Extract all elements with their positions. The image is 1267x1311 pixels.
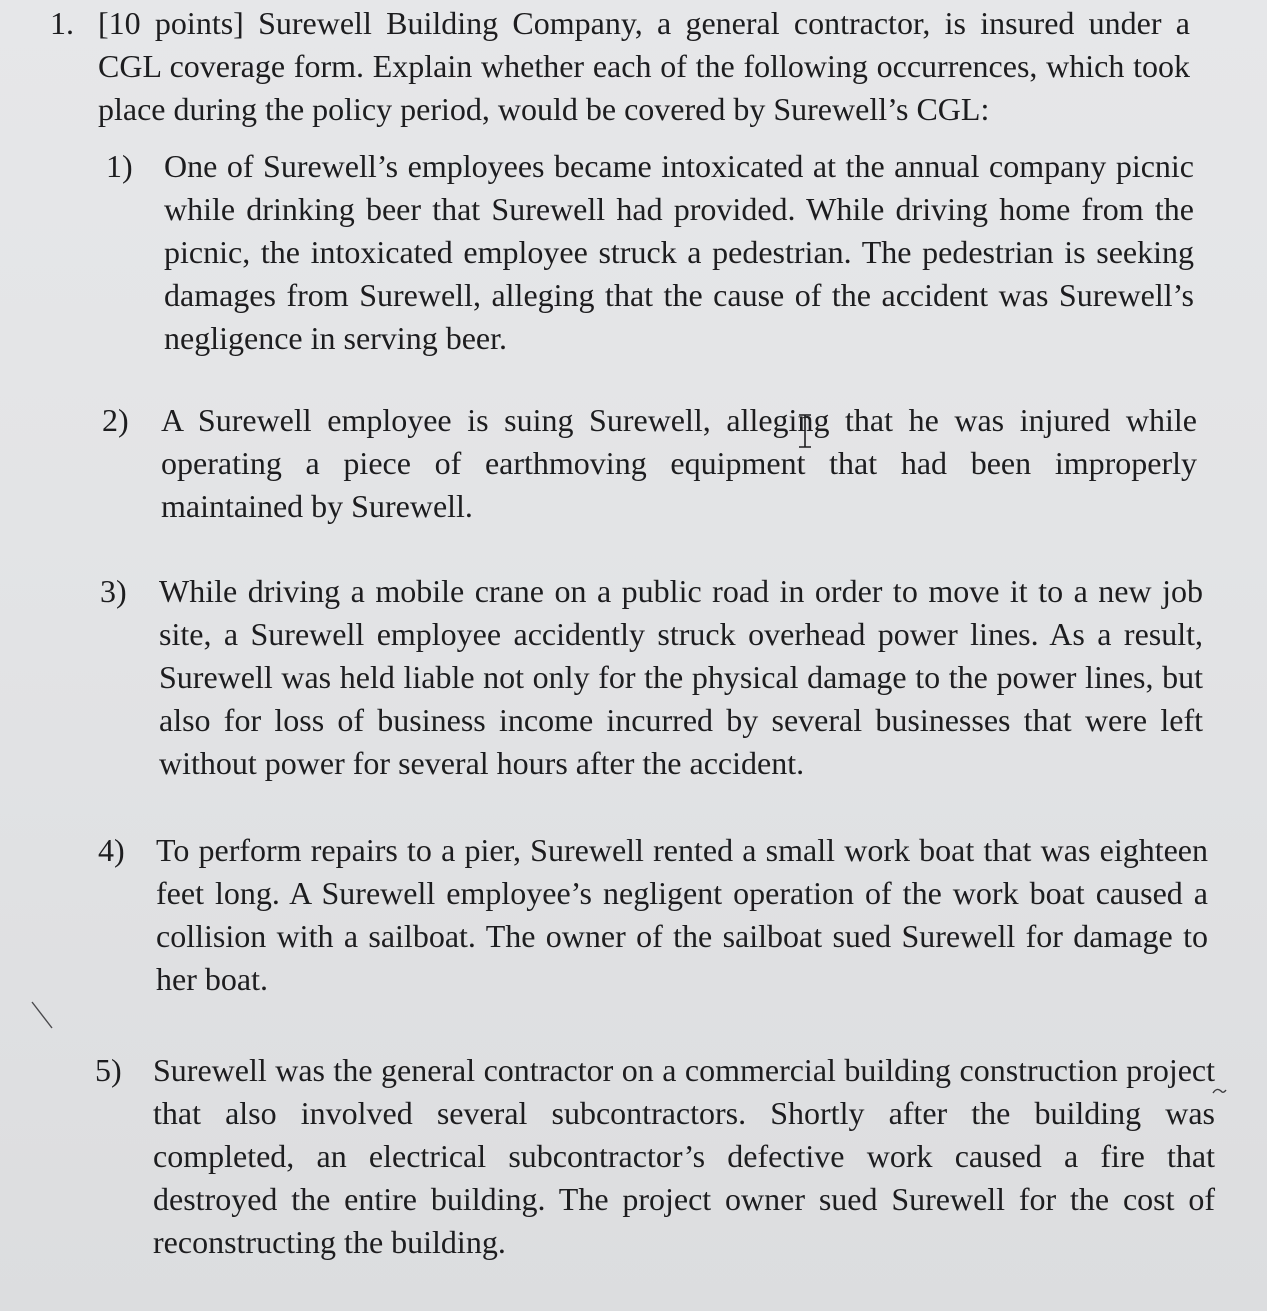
item-text[interactable]: One of Surewell’s employees became intoxicated at the annual company picnic while drinking beer that Surewell had provided. While driving home from the picnic, the intoxicated employee struck a pedestrian. The pedestrian is seeking damages from Surewell, alleging that the cause of the accident was Surewell’s negligence in serving beer.: [164, 148, 1194, 356]
text-cursor-icon: [797, 414, 813, 448]
item-number: 5): [95, 1052, 122, 1088]
item-text[interactable]: While driving a mobile crane on a public road in order to move it to a new job site, a Surewell employee accidently struck overhead power lines. As a result, Surewell was held liable not only for the physical damage to the power lines, but also for loss of business income incurred by several businesses that were left without power for several hours after the accident.: [159, 573, 1203, 781]
item-text[interactable]: A Surewell employee is suing Surewell, alleging that he was injured while operating a piece of earthmoving equipment that had been improperly maintained by Surewell.: [161, 402, 1197, 524]
pen-stroke-icon: [30, 1000, 54, 1030]
item-number: 1): [106, 148, 133, 184]
item-text[interactable]: To perform repairs to a pier, Surewell rented a small work boat that was eighteen feet long. A Surewell employee’s negligent operation of the work boat caused a collision with a sailboat. The owner of the sailboat sued Surewell for damage to her boat.: [156, 832, 1208, 997]
margin-mark-icon: [1210, 1085, 1228, 1097]
item-text[interactable]: Surewell was the general contractor on a commercial building construction project that also involved several subcontractors. Shortly after the building was completed, an electrical subcontractor’s defective work caused a fire that destroyed the entire building. The project owner sued Surewell for the cost of reconstructing the building.: [153, 1052, 1215, 1260]
question-stem: [10 points] Surewell Building Company, a general contractor, is insured under a CGL coverage form. Explain whether each of the following occurrences, which took place during the policy period, would be covered by Surewell’s CGL:: [98, 5, 1190, 127]
question-number: 1.: [50, 5, 74, 41]
item-number: 3): [100, 573, 127, 609]
item-number: 4): [98, 832, 125, 868]
item-number: 2): [102, 402, 129, 438]
